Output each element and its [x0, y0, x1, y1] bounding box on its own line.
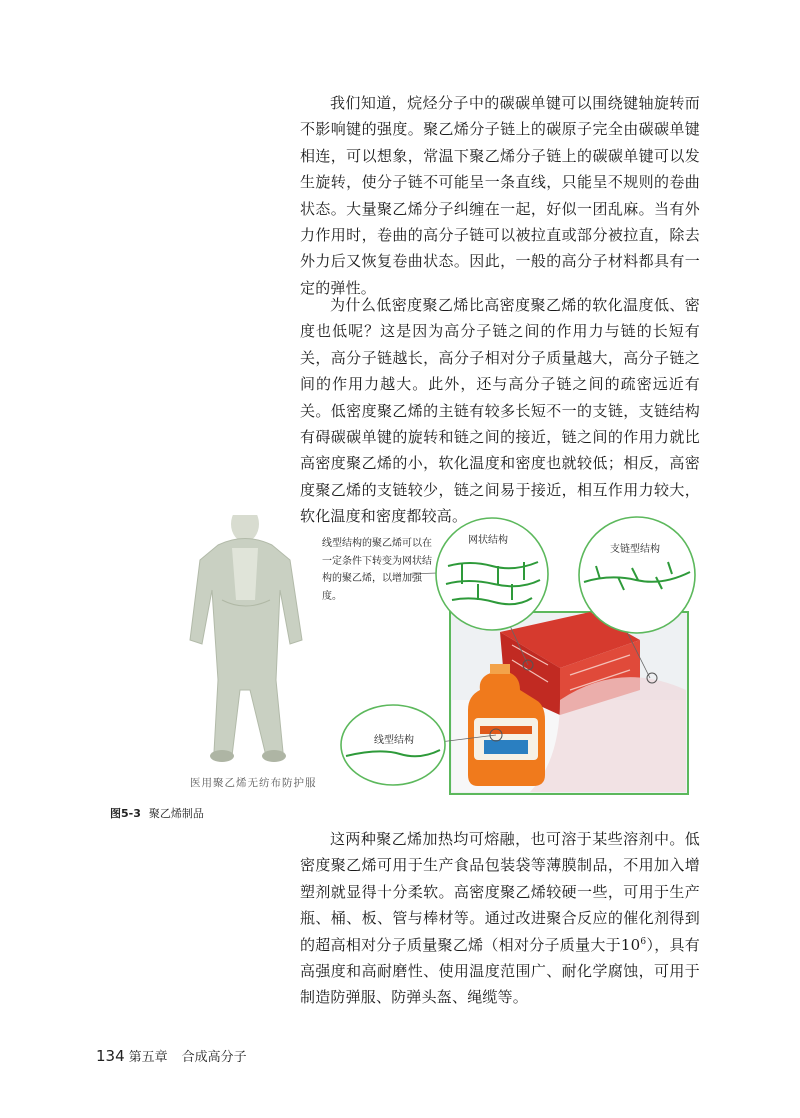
conversion-note: 线型结构的聚乙烯可以在一定条件下转变为网状结构的聚乙烯，以增加强度。 — [322, 538, 432, 602]
figure-caption — [110, 805, 204, 821]
suit-caption: 医用聚乙烯无纺布防护服 — [190, 777, 317, 789]
page-footer — [96, 1046, 247, 1065]
paragraph-density: 为什么低密度聚乙烯比高密度聚乙烯的软化温度低、密度也低呢？这是因为高分子链之间的作用力与链的长短有关，高分子链越长，高分子相对分子质量越大，高分子链之间的作用力越大。此外，还与高分子链之间的疏密远近有关。低密度聚乙烯的主链有较多长短不一的支链，支链结构有碍碳碳单键的旋转和链之间的接近，链之间的作用力就比高密度聚乙烯的小，软化温度和密度也就较低；相反，高密度聚乙烯的支链较少，链之间易于接近，相互作用力较大，软化温度和密度都较高。 — [300, 296, 700, 526]
label-network-structure: 网状结构 — [468, 535, 508, 546]
page-number: 134 — [96, 1047, 125, 1065]
products-photo — [450, 612, 688, 794]
label-linear-structure: 线型结构 — [374, 735, 414, 746]
paragraph-applications — [300, 826, 700, 1011]
branched-structure-diagram — [579, 517, 695, 633]
figure-caption-text: 聚乙烯制品 — [148, 807, 204, 820]
paragraph-intro: 我们知道，烷烃分子中的碳碳单键可以围绕键轴旋转而不影响键的强度。聚乙烯分子链上的碳原子完全由碳碳单键相连，可以想象，常温下聚乙烯分子链上的碳碳单键可以发生旋转，使分子链不可能呈一条直线，只能呈不规则的卷曲状态。大量聚乙烯分子纠缠在一起，好似一团乱麻。当有外力作用时，卷曲的高分子链可以被拉直或部分被拉直，除去外力后又恢复卷曲状态。因此，一般的高分子材料都具有一定的弹性。 — [300, 94, 700, 297]
chapter-title: 合成高分子 — [181, 1050, 247, 1065]
figure-number: 图5-3 — [110, 807, 141, 820]
chapter-number: 第五章 — [128, 1050, 168, 1065]
label-branched-structure: 支链型结构 — [610, 544, 660, 555]
paragraph-applications-text-b: ），具有高强度和高耐磨性、使用温度范围广、耐化学腐蚀，可用于制造防弹服、防弹头盔、绳缆等。 — [300, 935, 700, 1007]
paragraph-applications-text-a: 这两种聚乙烯加热均可熔融，也可溶于某些溶剂中。低密度聚乙烯可用于生产食品包装袋等薄膜制品，不用加入增塑剂就显得十分柔软。高密度聚乙烯较硬一些，可用于生产瓶、桶、板、管与棒材等。通过改进聚合反应的催化剂得到的超高相对分子质量聚乙烯（相对分子质量大于10 — [300, 830, 700, 954]
protective-suit-image — [190, 515, 302, 762]
exponent: 6 — [640, 936, 647, 947]
